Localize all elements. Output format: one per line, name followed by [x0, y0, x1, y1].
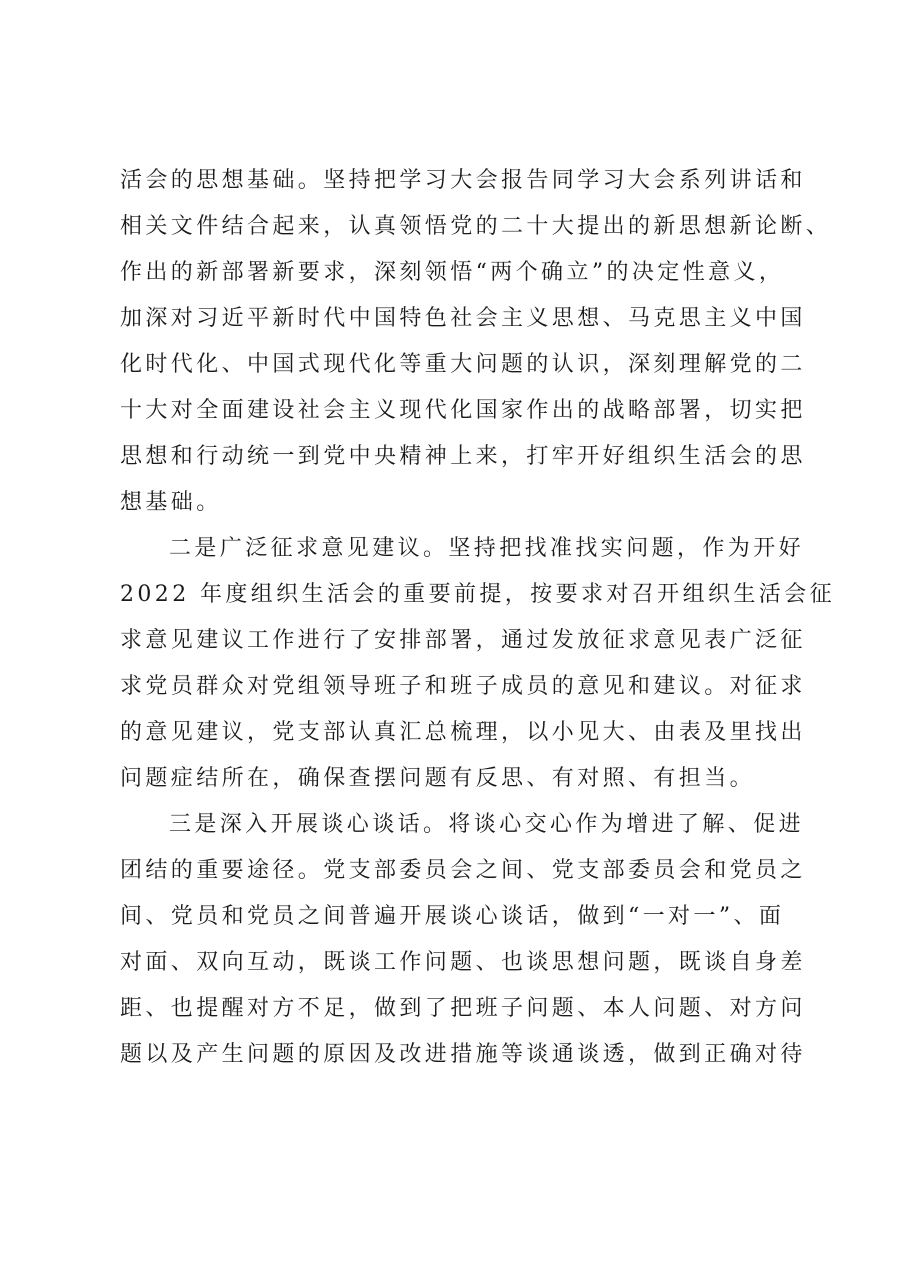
text-line: 作出的新部署新要求，深刻领悟“两个确立”的决定性意义，	[120, 260, 785, 285]
text-line: 三是深入开展谈心谈话。将谈心交心作为增进了解、促进	[169, 812, 805, 837]
text-line: 求意见建议工作进行了安排部署，通过发放征求意见表广泛征	[120, 628, 806, 653]
text-line: 十大对全面建设社会主义现代化国家作出的战略部署，切实把	[120, 398, 806, 423]
text-line: 加深对习近平新时代中国特色社会主义思想、马克思主义中国	[120, 306, 806, 331]
text-line: 2022 年度组织生活会的重要前提，按要求对召开组织生活会征	[120, 582, 835, 607]
text-line: 团结的重要途径。党支部委员会之间、党支部委员会和党员之	[120, 858, 806, 883]
text-line: 题以及产生问题的原因及改进措施等谈通谈透，做到正确对待	[120, 1042, 806, 1067]
paragraph-talks	[120, 802, 810, 1078]
text-line: 间、党员和党员之间普遍开展谈心谈话，做到“一对一”、面	[120, 904, 785, 929]
text-line: 求党员群众对党组领导班子和班子成员的意见和建议。对征求	[120, 674, 806, 699]
text-line: 化时代化、中国式现代化等重大问题的认识，深刻理解党的二	[120, 352, 806, 377]
text-line: 对面、双向互动，既谈工作问题、也谈思想问题，既谈自身差	[120, 950, 806, 975]
text-line: 距、也提醒对方不足，做到了把班子问题、本人问题、对方问	[120, 996, 806, 1021]
paragraph-opinions	[120, 526, 835, 802]
text-line: 相关文件结合起来，认真领悟党的二十大提出的新思想新论断、	[120, 214, 832, 239]
document-body	[120, 158, 835, 1078]
paragraph-continuation	[120, 158, 832, 526]
text-line: 思想和行动统一到党中央精神上来，打牢开好组织生活会的思	[120, 444, 806, 469]
text-line: 活会的思想基础。坚持把学习大会报告同学习大会系列讲话和	[120, 168, 806, 193]
text-line: 二是广泛征求意见建议。坚持把找准找实问题，作为开好	[169, 536, 805, 561]
text-line: 问题症结所在，确保查摆问题有反思、有对照、有担当。	[120, 766, 756, 791]
text-line: 的意见建议，党支部认真汇总梳理，以小见大、由表及里找出	[120, 720, 806, 745]
text-line: 想基础。	[120, 490, 222, 515]
